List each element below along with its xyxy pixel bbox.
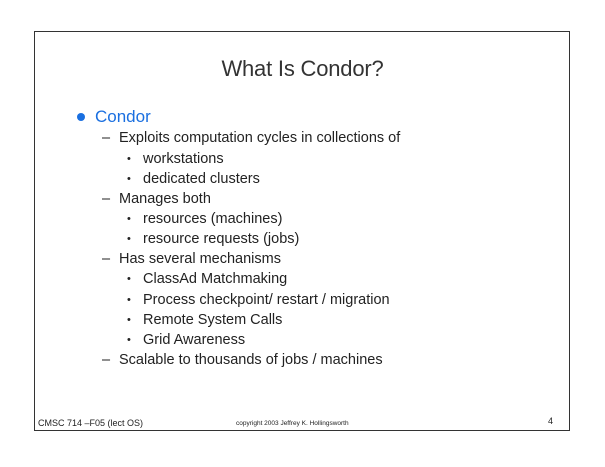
main-bullet-text: Condor [95,107,151,126]
subpoint-text: Remote System Calls [143,312,283,328]
footer-copyright: copyright 2003 Jeffrey K. Hollingsworth [236,420,349,427]
subpoint-text: resources (machines) [143,211,283,227]
bullet-icon: • [127,294,131,306]
point-item [102,251,281,267]
bullet-icon: • [127,173,131,185]
subpoint-text: Process checkpoint/ restart / migration [143,292,390,308]
subpoint-text: workstations [143,151,224,167]
subpoint-item [127,312,282,328]
point-text: Scalable to thousands of jobs / machines [119,352,383,368]
subpoint-text: ClassAd Matchmaking [143,271,288,287]
subpoint-text: resource requests (jobs) [143,231,300,247]
subpoint-item [127,211,282,227]
dash-icon: – [102,191,111,207]
bullet-icon: • [127,233,131,245]
dash-icon: – [102,352,111,368]
bullet-icon: • [127,153,131,165]
subpoint-item [127,332,245,348]
point-item [102,352,383,368]
subpoint-item [127,171,260,187]
dash-icon: – [102,130,111,146]
subpoint-item [127,151,224,167]
slide-title: What Is Condor? [221,56,384,81]
point-item [102,130,400,146]
bullet-icon: • [127,273,131,285]
point-text: Manages both [119,191,211,207]
footer-course: CMSC 714 –F05 (lect OS) [38,418,144,428]
point-text: Has several mechanisms [119,251,281,267]
subpoint-text: dedicated clusters [143,171,260,187]
footer-page-number: 4 [548,416,554,426]
subpoint-item [127,292,390,308]
bullet-icon: • [127,213,131,225]
bullet-dot-icon [77,113,85,121]
bullet-icon: • [127,334,131,346]
dash-icon: – [102,251,111,267]
subpoint-text: Grid Awareness [143,332,246,348]
slide-frame [34,31,570,431]
subpoint-item [127,231,299,247]
point-text: Exploits computation cycles in collections of [119,130,401,146]
point-item [102,191,211,207]
subpoint-item [127,271,287,287]
bullet-icon: • [127,314,131,326]
main-bullet [77,107,151,127]
